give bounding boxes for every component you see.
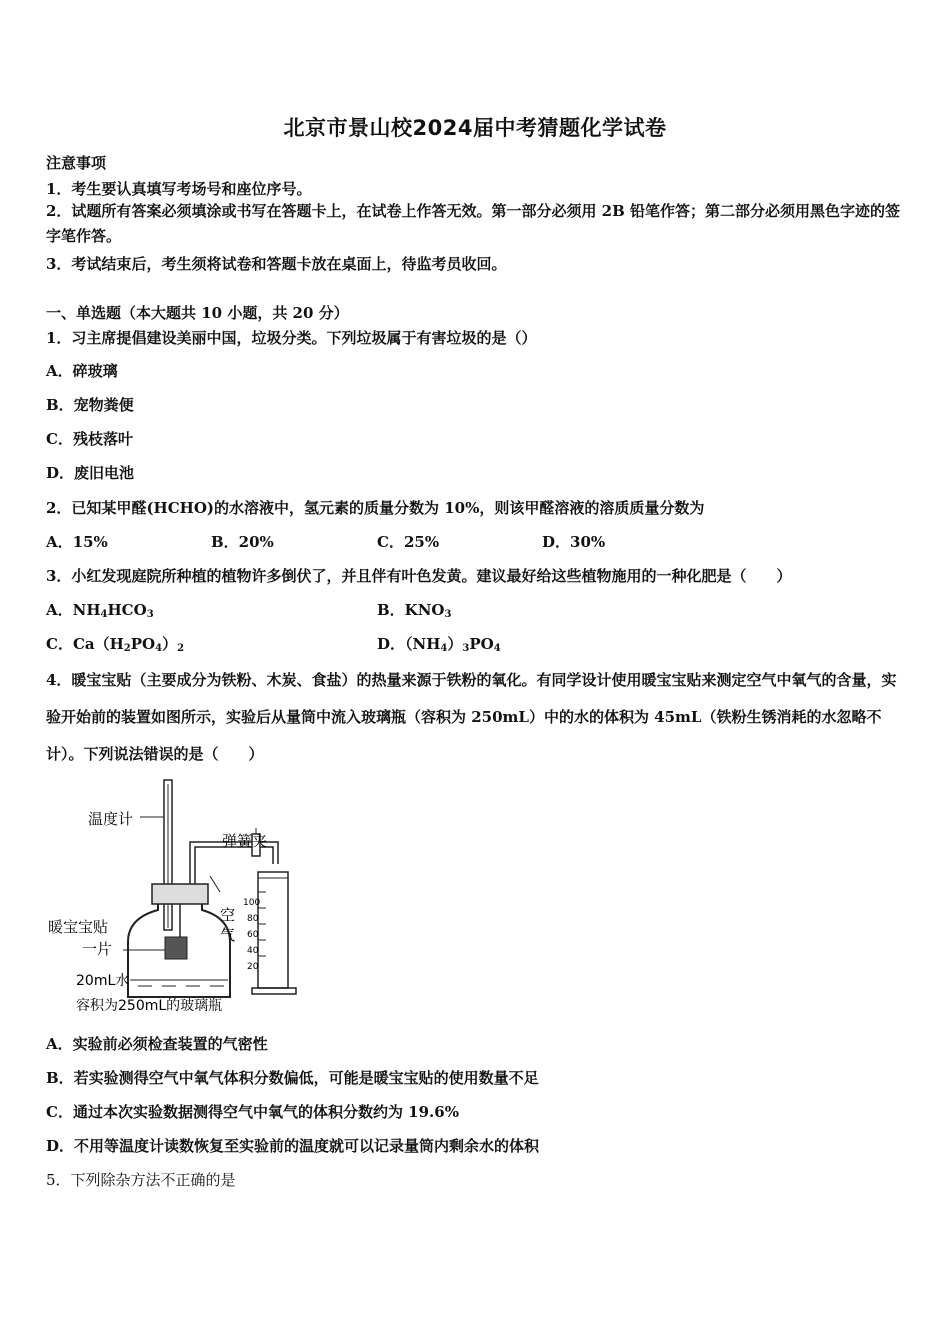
scale-60: 60	[247, 930, 259, 940]
label-bottle: 容积为250mL的玻璃瓶	[76, 998, 223, 1014]
section-heading: 一、单选题（本大题共 10 小题，共 20 分）	[46, 304, 349, 322]
hand-warmer-patch	[165, 937, 187, 959]
q3-option-d: D．$(NH_4)_3PO_4$	[377, 635, 501, 654]
notice-item-2: 2．试题所有答案必须填涂或书写在答题卡上，在试卷上作答无效。第一部分必须用 2B 铅笔作答；第二部分必须用黑色字迹的签字笔作答。	[46, 202, 901, 245]
label-air-1: 空	[220, 906, 236, 924]
q4-option-c: C．通过本次实验数据测得空气中氧气的体积分数约为 19.6%	[46, 1103, 459, 1121]
label-hand-warmer-1: 暖宝宝贴	[48, 918, 109, 936]
scale-20: 20	[247, 962, 259, 972]
apparatus-figure	[40, 772, 340, 1022]
question-5-stem: 5．下列除杂方法不正确的是	[46, 1171, 236, 1189]
question-3-stem: 3．小红发现庭院所种植的植物许多倒伏了，并且伴有叶色发黄。建议最好给这些植物施用的一种化肥是（ ）	[46, 567, 792, 585]
q3-option-a: A．$NH_4HCO_3$	[46, 601, 154, 620]
thermometer-drawing	[140, 780, 172, 930]
notice-item-3: 3．考试结束后，考生须将试卷和答题卡放在桌面上，待监考员收回。	[46, 255, 507, 273]
label-air-2: 气	[220, 926, 236, 944]
label-water: 20mL水	[76, 973, 130, 989]
question-4-stem: 4．暖宝宝贴（主要成分为铁粉、木炭、食盐）的热量来源于铁粉的氧化。有同学设计使用暖宝宝贴来测定空气中氧气的含量，实验开始前的装置如图所示，实验后从量筒中流入玻璃瓶（容积为 250mL）中的水的体积为 45mL（铁粉生锈消耗的水忽略不计）。下列说法错误的是（ ）	[46, 671, 897, 763]
q1-option-d: D．废旧电池	[46, 464, 135, 482]
q4-option-a: A．实验前必须检查装置的气密性	[46, 1035, 268, 1053]
graduated-cylinder	[252, 872, 296, 994]
question-2-stem: 2．已知某甲醛(HCHO)的水溶液中，氢元素的质量分数为 10%，则该甲醛溶液的溶质质量分数为	[46, 499, 705, 517]
scale-100: 100	[243, 898, 261, 908]
q3-option-c: C．$Ca(H_2PO_4)_2$	[46, 635, 185, 654]
q2-option-b: B．20%	[211, 533, 274, 551]
label-thermometer: 温度计	[88, 810, 134, 828]
q2-option-a: A．15%	[46, 533, 108, 551]
q4-option-b: B．若实验测得空气中氧气体积分数偏低，可能是暖宝宝贴的使用数量不足	[46, 1069, 539, 1087]
q4-option-d: D．不用等温度计读数恢复至实验前的温度就可以记录量筒内剩余水的体积	[46, 1137, 540, 1155]
rubber-stopper	[152, 884, 208, 904]
q1-option-b: B．宠物粪便	[46, 396, 134, 414]
q1-option-a: A．碎玻璃	[46, 362, 118, 380]
scale-40: 40	[247, 946, 259, 956]
q3-option-b: B．$KNO_3$	[377, 601, 452, 620]
notice-item-1: 1．考生要认真填写考场号和座位序号。	[46, 180, 312, 198]
q2-option-d: D．30%	[542, 533, 606, 551]
label-spring-clamp: 弹簧夹	[222, 832, 268, 850]
q2-option-c: C．25%	[377, 533, 440, 551]
page-title: 北京市景山校2024届中考猜题化学试卷	[283, 116, 667, 140]
question-1-stem: 1．习主席提倡建设美丽中国，垃圾分类。下列垃圾属于有害垃圾的是（）	[46, 329, 537, 347]
notice-heading: 注意事项	[46, 154, 107, 172]
q1-option-c: C．残枝落叶	[46, 430, 133, 448]
label-hand-warmer-2: 一片	[82, 940, 113, 958]
scale-80: 80	[247, 914, 259, 924]
